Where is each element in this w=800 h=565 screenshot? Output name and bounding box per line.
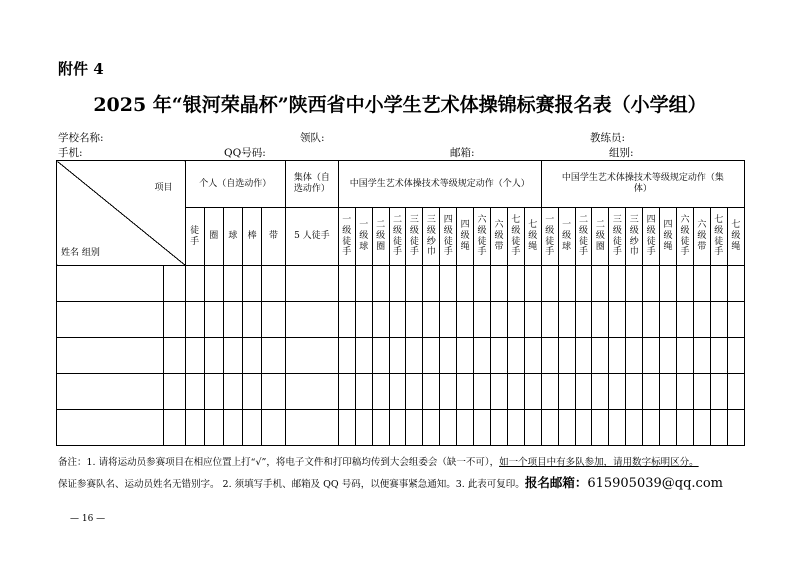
entry-cell[interactable]	[338, 374, 355, 410]
page-title: 2025 年“银河荣晶杯”陕西省中小学生艺术体操锦标赛报名表（小学组）	[93, 94, 707, 116]
entry-cell[interactable]	[592, 302, 609, 338]
entry-cell[interactable]	[541, 302, 558, 338]
entry-cell[interactable]	[389, 374, 406, 410]
entry-cell[interactable]	[575, 266, 592, 302]
entry-cell[interactable]	[643, 410, 660, 446]
entry-cell[interactable]	[710, 302, 727, 338]
entry-cell[interactable]	[524, 302, 541, 338]
item-individual-4: 带	[262, 208, 286, 266]
entry-cell[interactable]	[185, 266, 204, 302]
group-cell[interactable]	[164, 266, 185, 302]
entry-cell[interactable]	[677, 266, 694, 302]
entry-cell[interactable]	[507, 374, 524, 410]
entry-cell[interactable]	[575, 410, 592, 446]
entry-cell[interactable]	[626, 410, 643, 446]
entry-cell[interactable]	[355, 410, 372, 446]
entry-cell[interactable]	[223, 410, 242, 446]
page-number: — 16 —	[70, 514, 106, 524]
item-cn-individual-5: 三级纱巾	[423, 208, 440, 266]
entry-cell[interactable]	[609, 374, 626, 410]
entry-cell[interactable]	[491, 266, 508, 302]
entry-cell[interactable]	[223, 338, 242, 374]
entry-cell[interactable]	[457, 338, 474, 374]
entry-cell[interactable]	[389, 338, 406, 374]
entry-cell[interactable]	[541, 338, 558, 374]
entry-cell[interactable]	[609, 410, 626, 446]
item-individual-2: 球	[223, 208, 242, 266]
item-cn-individual-4: 三级徒手	[406, 208, 423, 266]
item-cn-team-9: 六级带	[693, 208, 710, 266]
entry-cell[interactable]	[541, 266, 558, 302]
entry-cell[interactable]	[491, 410, 508, 446]
entry-cell[interactable]	[558, 374, 575, 410]
entry-cell[interactable]	[285, 266, 338, 302]
entry-cell[interactable]	[660, 374, 677, 410]
entry-cell[interactable]	[643, 302, 660, 338]
attachment-label: 附件 4	[58, 60, 104, 78]
entry-cell[interactable]	[558, 410, 575, 446]
entry-cell[interactable]	[693, 338, 710, 374]
team-header: 集体（自选动作）	[285, 161, 338, 208]
entry-cell[interactable]	[710, 266, 727, 302]
entry-cell[interactable]	[355, 266, 372, 302]
registration-email: 615905039@qq.com	[587, 476, 723, 491]
entry-cell[interactable]	[474, 338, 491, 374]
entry-cell[interactable]	[677, 410, 694, 446]
entry-cell[interactable]	[262, 410, 286, 446]
entry-cell[interactable]	[710, 374, 727, 410]
item-team-0: 5 人徒手	[285, 208, 338, 266]
entry-cell[interactable]	[338, 338, 355, 374]
entry-cell[interactable]	[204, 302, 223, 338]
entry-cell[interactable]	[643, 266, 660, 302]
item-cn-team-3: 二级圈	[592, 208, 609, 266]
entry-cell[interactable]	[677, 338, 694, 374]
entry-cell[interactable]	[474, 374, 491, 410]
entry-cell[interactable]	[626, 266, 643, 302]
name-cell[interactable]	[57, 338, 164, 374]
item-individual-3: 棒	[243, 208, 262, 266]
entry-cell[interactable]	[285, 302, 338, 338]
notes-line-1-underlined: 如一个项目中有多队参加，请用数字标明区分。	[499, 457, 699, 468]
entry-cell[interactable]	[626, 338, 643, 374]
entry-cell[interactable]	[693, 374, 710, 410]
table-row	[57, 266, 745, 302]
entry-cell[interactable]	[243, 266, 262, 302]
entry-cell[interactable]	[474, 302, 491, 338]
entry-cell[interactable]	[285, 410, 338, 446]
entry-cell[interactable]	[223, 302, 242, 338]
item-cn-individual-9: 六级带	[491, 208, 508, 266]
name-cell[interactable]	[57, 302, 164, 338]
item-cn-team-7: 四级绳	[660, 208, 677, 266]
entry-cell[interactable]	[660, 338, 677, 374]
entry-cell[interactable]	[575, 338, 592, 374]
registration-email-label: 报名邮箱：	[524, 475, 588, 490]
entry-cell[interactable]	[389, 302, 406, 338]
entry-cell[interactable]	[423, 302, 440, 338]
entry-cell[interactable]	[660, 410, 677, 446]
entry-cell[interactable]	[643, 338, 660, 374]
entry-cell[interactable]	[243, 410, 262, 446]
entry-cell[interactable]	[541, 410, 558, 446]
entry-cell[interactable]	[575, 302, 592, 338]
entry-cell[interactable]	[457, 302, 474, 338]
entry-cell[interactable]	[262, 302, 286, 338]
entry-cell[interactable]	[243, 338, 262, 374]
entry-cell[interactable]	[338, 410, 355, 446]
entry-cell[interactable]	[727, 338, 744, 374]
notes-line-1	[58, 454, 699, 468]
entry-cell[interactable]	[609, 338, 626, 374]
entry-cell[interactable]	[457, 410, 474, 446]
entry-cell[interactable]	[338, 266, 355, 302]
entry-cell[interactable]	[474, 266, 491, 302]
entry-cell[interactable]	[457, 266, 474, 302]
item-cn-individual-0: 一级徒手	[338, 208, 355, 266]
entry-cell[interactable]	[609, 266, 626, 302]
group-cell[interactable]	[164, 338, 185, 374]
entry-cell[interactable]	[406, 302, 423, 338]
table-row	[57, 338, 745, 374]
entry-cell[interactable]	[185, 410, 204, 446]
entry-cell[interactable]	[406, 374, 423, 410]
item-cn-team-5: 三级纱巾	[626, 208, 643, 266]
blank-entry-rows	[57, 266, 745, 446]
item-cn-individual-10: 七级徒手	[507, 208, 524, 266]
entry-cell[interactable]	[643, 374, 660, 410]
entry-cell[interactable]	[406, 338, 423, 374]
entry-cell[interactable]	[507, 410, 524, 446]
entry-cell[interactable]	[592, 266, 609, 302]
entry-cell[interactable]	[693, 302, 710, 338]
entry-cell[interactable]	[440, 410, 457, 446]
item-cn-team-2: 二级徒手	[575, 208, 592, 266]
entry-cell[interactable]	[491, 302, 508, 338]
entry-cell[interactable]	[372, 302, 389, 338]
entry-cell[interactable]	[524, 266, 541, 302]
item-cn-team-11: 七级绳	[727, 208, 744, 266]
notes-line-2	[58, 473, 723, 491]
entry-cell[interactable]	[626, 374, 643, 410]
table-row	[57, 302, 745, 338]
entry-cell[interactable]	[693, 266, 710, 302]
entry-cell[interactable]	[185, 302, 204, 338]
header-diagonal-cell	[57, 161, 186, 266]
cn-individual-header: 中国学生艺术体操技术等级规定动作（个人）	[338, 161, 541, 208]
item-cn-individual-7: 四级绳	[457, 208, 474, 266]
entry-cell[interactable]	[204, 266, 223, 302]
item-cn-team-6: 四级徒手	[643, 208, 660, 266]
entry-cell[interactable]	[558, 302, 575, 338]
entry-cell[interactable]	[406, 410, 423, 446]
table-row	[57, 410, 745, 446]
item-cn-team-1: 一级球	[558, 208, 575, 266]
group-cell[interactable]	[164, 374, 185, 410]
entry-cell[interactable]	[440, 374, 457, 410]
item-cn-individual-1: 一级球	[355, 208, 372, 266]
group-cell[interactable]	[164, 410, 185, 446]
team-leader-label: 领队:	[300, 132, 325, 144]
entry-cell[interactable]	[660, 266, 677, 302]
entry-cell[interactable]	[524, 374, 541, 410]
entry-cell[interactable]	[355, 374, 372, 410]
entry-cell[interactable]	[491, 374, 508, 410]
registration-table	[56, 160, 745, 446]
item-cn-individual-3: 二级徒手	[389, 208, 406, 266]
entry-cell[interactable]	[507, 266, 524, 302]
entry-cell[interactable]	[185, 374, 204, 410]
entry-cell[interactable]	[677, 374, 694, 410]
entry-cell[interactable]	[372, 410, 389, 446]
entry-cell[interactable]	[204, 410, 223, 446]
entry-cell[interactable]	[423, 410, 440, 446]
entry-cell[interactable]	[262, 338, 286, 374]
entry-cell[interactable]	[491, 338, 508, 374]
item-header: 项目	[154, 183, 173, 193]
entry-cell[interactable]	[204, 338, 223, 374]
entry-cell[interactable]	[474, 410, 491, 446]
item-cn-team-10: 七级徒手	[710, 208, 727, 266]
item-cn-team-4: 三级徒手	[609, 208, 626, 266]
entry-cell[interactable]	[592, 338, 609, 374]
entry-cell[interactable]	[609, 302, 626, 338]
entry-cell[interactable]	[677, 302, 694, 338]
entry-cell[interactable]	[423, 266, 440, 302]
entry-cell[interactable]	[243, 374, 262, 410]
entry-cell[interactable]	[592, 410, 609, 446]
entry-cell[interactable]	[440, 338, 457, 374]
name-cell[interactable]	[57, 374, 164, 410]
notes-line-2-text: 保证参赛队名、运动员姓名无错别字。 2. 须填写手机、邮箱及 QQ 号码，以便赛事紧急通知。3. 此表可复印。	[58, 479, 525, 490]
entry-cell[interactable]	[243, 302, 262, 338]
entry-cell[interactable]	[372, 374, 389, 410]
notes-line-1-text: 备注：1. 请将运动员参赛项目在相应位置上打“√”，将电子文件和打印稿均传到大会组委会（缺一不可），	[58, 457, 500, 468]
entry-cell[interactable]	[727, 410, 744, 446]
entry-cell[interactable]	[524, 410, 541, 446]
entry-cell[interactable]	[507, 302, 524, 338]
entry-cell[interactable]	[423, 338, 440, 374]
entry-cell[interactable]	[262, 266, 286, 302]
entry-cell[interactable]	[457, 374, 474, 410]
entry-cell[interactable]	[285, 374, 338, 410]
entry-cell[interactable]	[423, 374, 440, 410]
entry-cell[interactable]	[626, 302, 643, 338]
entry-cell[interactable]	[338, 302, 355, 338]
table-row	[57, 374, 745, 410]
entry-cell[interactable]	[727, 302, 744, 338]
entry-cell[interactable]	[524, 338, 541, 374]
qq-label: QQ号码:	[224, 147, 266, 159]
entry-cell[interactable]	[372, 266, 389, 302]
entry-cell[interactable]	[185, 338, 204, 374]
entry-cell[interactable]	[440, 266, 457, 302]
entry-cell[interactable]	[710, 338, 727, 374]
entry-cell[interactable]	[727, 266, 744, 302]
entry-cell[interactable]	[693, 410, 710, 446]
entry-cell[interactable]	[440, 302, 457, 338]
group-label: 组别:	[609, 147, 634, 159]
entry-cell[interactable]	[389, 266, 406, 302]
phone-label: 手机:	[58, 147, 83, 159]
entry-cell[interactable]	[406, 266, 423, 302]
school-name-label: 学校名称:	[58, 132, 104, 144]
group-cell[interactable]	[164, 302, 185, 338]
item-cn-individual-11: 七级绳	[524, 208, 541, 266]
entry-cell[interactable]	[558, 266, 575, 302]
item-cn-individual-8: 六级徒手	[474, 208, 491, 266]
item-individual-0: 徒手	[185, 208, 204, 266]
entry-cell[interactable]	[223, 266, 242, 302]
entry-cell[interactable]	[507, 338, 524, 374]
item-cn-individual-2: 二级圈	[372, 208, 389, 266]
email-label: 邮箱:	[450, 147, 475, 159]
entry-cell[interactable]	[223, 374, 242, 410]
item-cn-team-0: 一级徒手	[541, 208, 558, 266]
name-cell[interactable]	[57, 410, 164, 446]
cn-team-header: 中国学生艺术体操技术等级规定动作（集体）	[541, 161, 744, 208]
individual-header: 个人（自选动作）	[185, 161, 285, 208]
item-individual-1: 圈	[204, 208, 223, 266]
item-cn-individual-6: 四级徒手	[440, 208, 457, 266]
item-cn-team-8: 六级徒手	[677, 208, 694, 266]
entry-cell[interactable]	[541, 374, 558, 410]
entry-cell[interactable]	[592, 374, 609, 410]
entry-cell[interactable]	[204, 374, 223, 410]
entry-cell[interactable]	[355, 302, 372, 338]
name-group-header: 姓名 组别	[61, 248, 100, 259]
entry-cell[interactable]	[558, 338, 575, 374]
entry-cell[interactable]	[262, 374, 286, 410]
entry-cell[interactable]	[710, 410, 727, 446]
entry-cell[interactable]	[660, 302, 677, 338]
entry-cell[interactable]	[372, 338, 389, 374]
entry-cell[interactable]	[389, 410, 406, 446]
name-cell[interactable]	[57, 266, 164, 302]
entry-cell[interactable]	[575, 374, 592, 410]
entry-cell[interactable]	[355, 338, 372, 374]
entry-cell[interactable]	[285, 338, 338, 374]
entry-cell[interactable]	[727, 374, 744, 410]
coach-label: 教练员:	[590, 132, 626, 144]
